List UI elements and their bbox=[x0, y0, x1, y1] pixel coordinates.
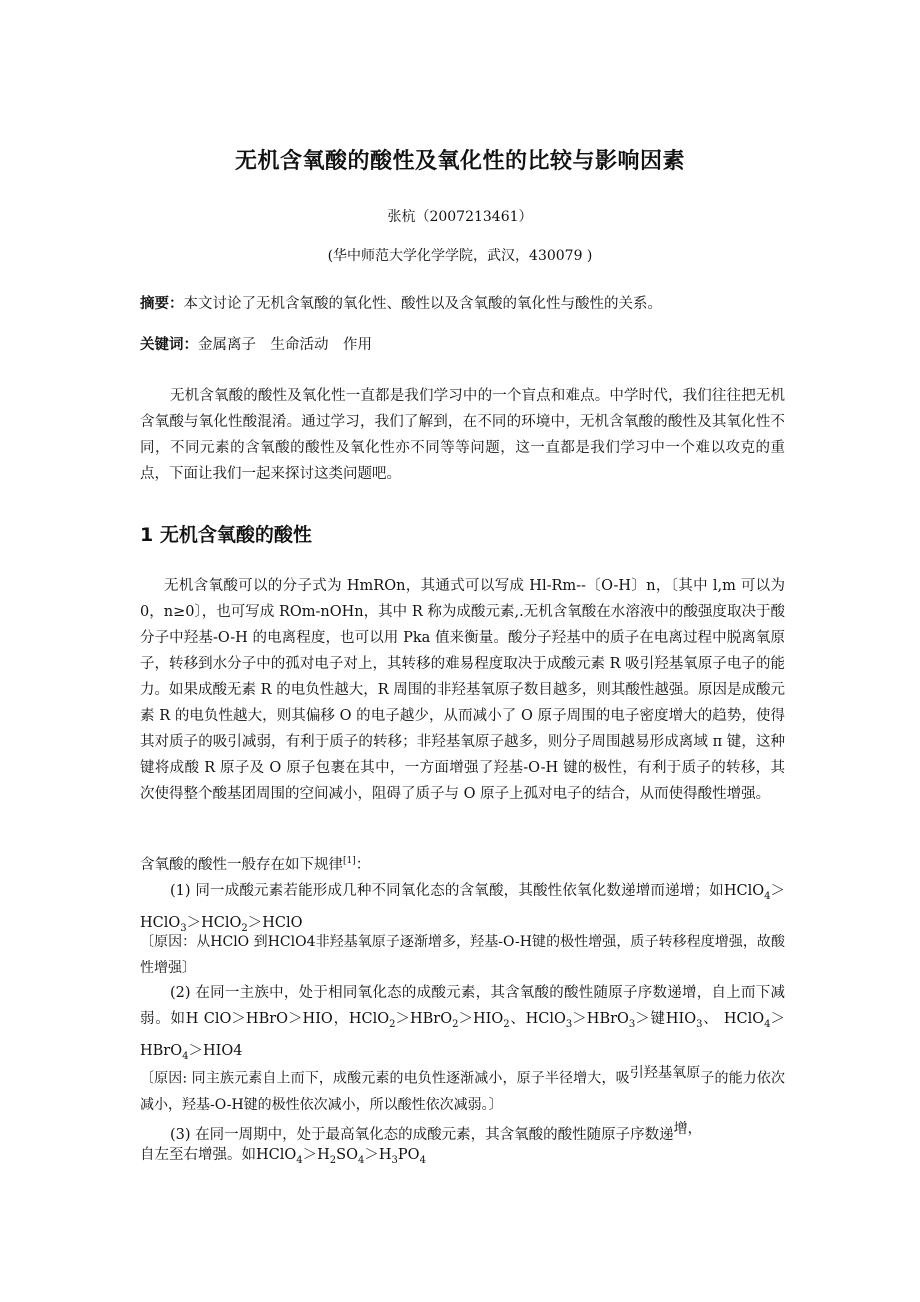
rule-2-reason-text: 〔原因: 同主族元素自上而下，成酸元素的电负性逐渐减小，原子半径增大，吸 bbox=[140, 1070, 630, 1087]
rule-1-reason: 〔原因：从HClO 到HClO4非羟基氧原子逐渐增多，羟基-O-H键的极性增强，质子转移程度增强，故酸性增强〕 bbox=[140, 934, 785, 976]
rule-2-reason bbox=[140, 1060, 785, 1118]
formula-part: 、HClO bbox=[509, 1011, 566, 1027]
formula-sub: 3 bbox=[628, 1018, 636, 1030]
formula-sub: 4 bbox=[358, 1154, 365, 1166]
formula-part: ＞HClO bbox=[140, 883, 785, 931]
formula-part: ＞HClO bbox=[186, 914, 242, 931]
formula-part: PO bbox=[397, 1147, 420, 1163]
rule-3-text: (3) 在同一周期中，处于最高氧化态的成酸元素，其含氧酸的酸性随原子序数递 bbox=[170, 1126, 674, 1143]
abstract-label: 摘要： bbox=[140, 296, 184, 312]
formula-sub: 4 bbox=[419, 1154, 426, 1166]
section-1-heading: 1 无机含氧酸的酸性 bbox=[140, 524, 312, 546]
formula-part: ＞HIO bbox=[458, 1011, 504, 1027]
document-title: 无机含氧酸的酸性及氧化性的比较与影响因素 bbox=[234, 149, 685, 174]
formula-part: ＞HClO bbox=[247, 914, 303, 931]
formula-sub: 2 bbox=[389, 1018, 396, 1030]
formula-sub: 2 bbox=[329, 1154, 337, 1166]
rule-2 bbox=[140, 980, 785, 1070]
rule-1-text: (1) 同一成酸元素若能形成几种不同氧化态的含氧酸，其酸性依氧化数递增而递增；如 bbox=[170, 883, 724, 899]
formula-sub: 2 bbox=[241, 922, 248, 934]
formula-sub: 2 bbox=[452, 1018, 459, 1030]
rule-3-raised: 增， bbox=[673, 1121, 702, 1137]
formula-part: ＞HIO4 bbox=[188, 1042, 243, 1059]
abstract bbox=[140, 292, 785, 313]
formula-sub: 3 bbox=[180, 922, 187, 934]
section-1-body: 无机含氧酸可以的分子式为 HmROn，其通式可以写成 Hl-Rm--〔O-H〕n，〔其中 l,m 可以为 0，n≥0〕，也可写成 ROm-nOHn，其中 R 称为成酸元素,.无机含氧酸在水溶液中的酸强度取决于酸分子中羟基-O-H 的电离程度，也可以用 Pka 值来衡量。酸分子羟基中的质子在电离过程中脱离氧原子，转移到水分子中的孤对电子对上，其转移的难易程度取决于成酸元素 R 吸引羟基氧原子电子的能力。如果成酸无素 R 的电负性越大，R 周围的非羟基氧原子数目越多，则其酸性越强。原因是成酸元素 R 的电负性越大，则其偏移 O 的电子越少，从而减小了 O 原子周围的电子密度增大的趋势，使得其对质子的吸引减弱，有利于质子的转移；非羟基氧原子越多，则分子周围越易形成离域 π 键，这种键将成酸 R 原子及 O 原子包裹在其中，一方面增强了羟基-O-H 键的极性，有利于质子的转移，其次使得整个酸基团周围的空间减小，阻碍了质子与 O 原子上孤对电子的结合，从而使得酸性增强。 bbox=[140, 578, 785, 802]
rules-intro-end: ： bbox=[355, 857, 371, 873]
rules-intro-text: 含氧酸的酸性一般存在如下规律 bbox=[140, 857, 343, 873]
formula-sub: 3 bbox=[391, 1154, 398, 1166]
formula-part: ＞H bbox=[364, 1147, 392, 1163]
affiliation-line: (华中师范大学化学学院，武汉，430079 ) bbox=[327, 248, 593, 264]
abstract-text: 本文讨论了无机含氧酸的氧化性、酸性以及含氧酸的氧化性与酸性的关系。 bbox=[183, 296, 662, 312]
formula-part: ＞键HIO bbox=[635, 1011, 697, 1027]
keywords-label: 关键词： bbox=[140, 337, 198, 353]
formula-part: HClO bbox=[723, 1011, 765, 1027]
formula-part: ＞HBrO bbox=[572, 1011, 629, 1027]
rule-2-reason-text: 子的能力依次减小，羟基-O-H键的极性依次减小，所以酸性依次减弱。〕 bbox=[140, 1070, 786, 1113]
author-line: 张杭（2007213461） bbox=[387, 209, 533, 225]
formula-part: 、 bbox=[702, 1011, 719, 1027]
citation-ref: [1] bbox=[343, 856, 356, 867]
formula-part: SO bbox=[336, 1147, 358, 1163]
rules-intro bbox=[140, 853, 785, 874]
formula-sub: 3 bbox=[565, 1018, 573, 1030]
formula-sub: 3 bbox=[696, 1018, 703, 1030]
formula-sub: 4 bbox=[764, 890, 771, 902]
formula-part: HClO bbox=[723, 883, 765, 899]
formula-sub: 2 bbox=[503, 1018, 510, 1030]
formula-part: ＞HBrO bbox=[140, 1011, 786, 1059]
formula-sub: 4 bbox=[764, 1018, 771, 1030]
rule-3-line2 bbox=[140, 1142, 785, 1174]
formula-sub: 4 bbox=[296, 1154, 303, 1166]
rule-2-text: (2) 在同一主族中，处于相同氧化态的成酸元素，其含氧酸的酸性随原子序数递增，自上而下减弱。如H ClO＞HBrO＞HIO，HClO bbox=[140, 985, 785, 1027]
keywords bbox=[140, 333, 785, 354]
formula-part: 自左至右增强。如HClO bbox=[140, 1147, 297, 1163]
formula-sub: 4 bbox=[182, 1050, 189, 1062]
rule-2-reason-raised: 引羟基氧原 bbox=[629, 1065, 701, 1081]
formula-part: ＞HBrO bbox=[395, 1011, 453, 1027]
formula-part: ＞H bbox=[302, 1147, 330, 1163]
intro-paragraph: 无机含氧酸的酸性及氧化性一直都是我们学习中的一个盲点和难点。中学时代，我们往往把无机含氧酸与氧化性酸混淆。通过学习，我们了解到，在不同的环境中，无机含氧酸的酸性及其氧化性不同，不同元素的含氧酸的酸性及氧化性亦不同等等问题，这一直都是我们学习中一个难以攻克的重点，下面让我们一起来探讨这类问题吧。 bbox=[140, 388, 785, 482]
keywords-text: 金属离子 生命活动 作用 bbox=[198, 337, 372, 353]
